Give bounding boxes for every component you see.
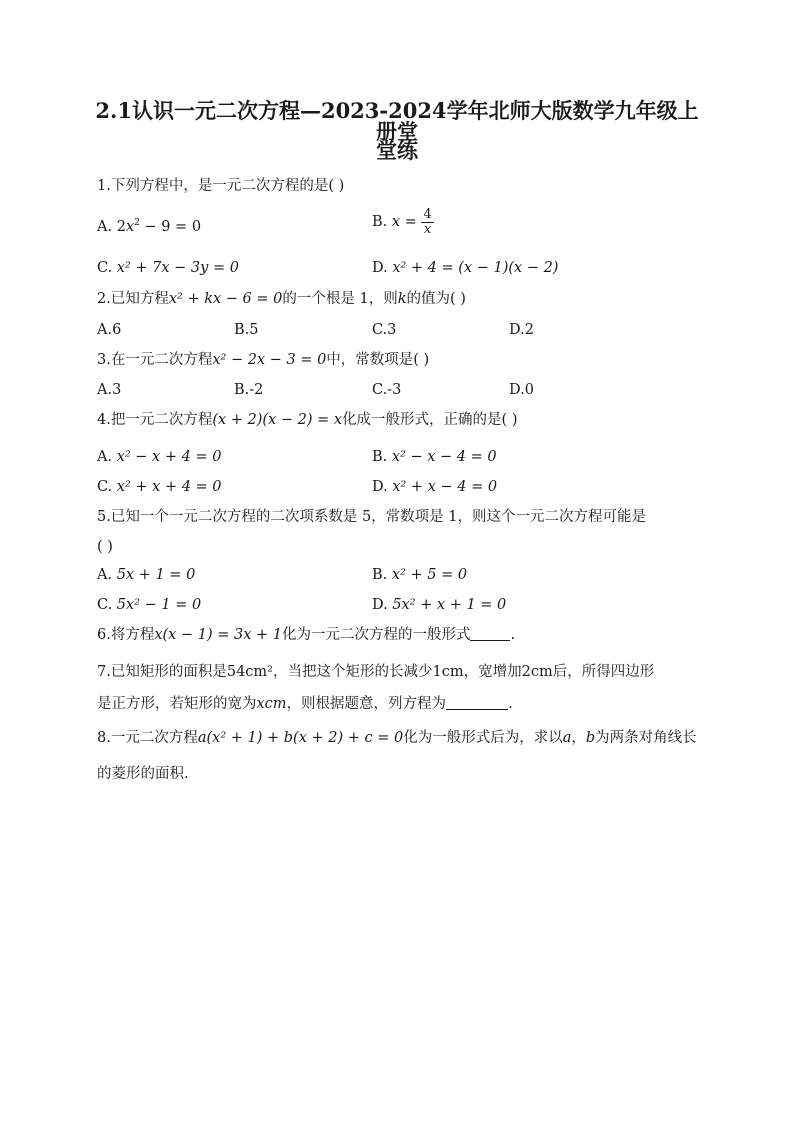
q7-end: . bbox=[508, 696, 513, 712]
q5-option-b-label: B. bbox=[372, 567, 388, 583]
q2-k: k bbox=[397, 291, 407, 307]
q5-option-b-expr: x² + 5 = 0 bbox=[387, 567, 468, 583]
q7-answer-blank[interactable] bbox=[446, 697, 508, 710]
q2-text-pre: 2.已知方程 bbox=[97, 291, 169, 307]
q2-text-mid: 的一个根是 1，则 bbox=[282, 291, 398, 307]
q8-line1-pre: 8.一元二次方程 bbox=[97, 730, 198, 746]
q2-text-post: 的值为( ) bbox=[406, 291, 466, 307]
page-title-line2: 堂练 bbox=[376, 138, 418, 163]
q7-line2-mid: ，则根据题意，列方程为 bbox=[286, 696, 447, 712]
q3-option-a: A.3 bbox=[97, 382, 122, 398]
q3-option-d: D.0 bbox=[509, 382, 534, 398]
q2-option-a: A.6 bbox=[97, 322, 122, 338]
q1-option-b-numerator: 4 bbox=[423, 207, 432, 222]
q3-option-c: C.-3 bbox=[372, 382, 402, 398]
q2-option-d: D.2 bbox=[509, 322, 534, 338]
q1-option-a bbox=[97, 220, 201, 235]
q7-area: 54cm² bbox=[226, 664, 273, 680]
q6-text-pre: 6.将方程 bbox=[97, 627, 155, 643]
q7-line1-post: 后，所得四边形 bbox=[552, 664, 655, 680]
question-7-line2 bbox=[97, 697, 513, 712]
q4-option-c-label: C. bbox=[97, 479, 113, 495]
q1-option-c-expr: x² + 7x − 3y = 0 bbox=[112, 260, 239, 276]
q5-option-a-expr: 5x + 1 = 0 bbox=[112, 567, 196, 583]
q1-option-a-var: x bbox=[125, 219, 135, 235]
q4-option-d bbox=[372, 480, 497, 495]
question-4-text bbox=[97, 413, 518, 428]
q1-option-b-var: x bbox=[387, 214, 401, 231]
q4-option-b-label: B. bbox=[372, 449, 388, 465]
q5-option-c-label: C. bbox=[97, 597, 113, 613]
q3-text-post: 中，常数项是( ) bbox=[326, 352, 430, 368]
q1-option-b-label: B. bbox=[372, 214, 388, 231]
q8-line1-post: 为两条对角线长 bbox=[595, 730, 697, 746]
q6-answer-blank[interactable] bbox=[470, 628, 510, 641]
q7-increase: 2cm bbox=[521, 664, 553, 680]
q1-option-d-expr: x² + 4 = (x − 1)(x − 2) bbox=[387, 260, 559, 276]
question-2-text bbox=[97, 292, 466, 307]
q1-option-c bbox=[97, 261, 239, 276]
q8-b: b bbox=[585, 730, 596, 746]
q1-option-d bbox=[372, 261, 558, 276]
q5-option-d-label: D. bbox=[372, 597, 388, 613]
question-3-text bbox=[97, 353, 429, 368]
q1-option-a-rest: − 9 = 0 bbox=[139, 219, 202, 235]
q1-option-b-fraction bbox=[421, 208, 433, 236]
q5-option-d bbox=[372, 598, 506, 613]
question-5-paren: ( ) bbox=[97, 539, 113, 555]
q2-equation: x² + kx − 6 = 0 bbox=[168, 291, 283, 307]
q1-option-c-label: C. bbox=[97, 260, 113, 276]
q2-option-b: B.5 bbox=[234, 322, 259, 338]
q4-option-d-label: D. bbox=[372, 479, 388, 495]
q3-option-b: B.-2 bbox=[234, 382, 264, 398]
q2-option-c: C.3 bbox=[372, 322, 397, 338]
q4-option-a-label: A. bbox=[97, 449, 113, 465]
q3-equation: x² − 2x − 3 = 0 bbox=[212, 352, 327, 368]
q7-width: xcm bbox=[256, 696, 287, 712]
q6-end: . bbox=[510, 627, 516, 643]
q4-text-post: 化成一般形式，正确的是( ) bbox=[342, 412, 518, 428]
q4-equation: (x + 2)(x − 2) = x bbox=[212, 412, 343, 428]
q1-option-a-coef: 2 bbox=[112, 219, 126, 235]
q1-option-b bbox=[372, 208, 434, 236]
q4-option-c-expr: x² + x + 4 = 0 bbox=[112, 479, 222, 495]
q4-option-c bbox=[97, 480, 222, 495]
q7-line1-pre: 7.已知矩形的面积是 bbox=[97, 664, 227, 680]
q5-option-c bbox=[97, 598, 201, 613]
q8-a: a bbox=[562, 730, 572, 746]
q6-equation: x(x − 1) = 3x + 1 bbox=[154, 627, 282, 643]
q1-option-b-denominator: x bbox=[423, 221, 432, 237]
q8-equation: a(x² + 1) + b(x + 2) + c = 0 bbox=[197, 730, 404, 746]
q4-option-b bbox=[372, 450, 497, 465]
question-1-text: 1.下列方程中，是一元二次方程的是( ) bbox=[97, 178, 345, 194]
q6-text-post: 化为一元二次方程的一般形式 bbox=[281, 627, 471, 643]
q7-line1-mid: ，当把这个矩形的长减少 bbox=[272, 664, 433, 680]
question-8-line1 bbox=[97, 731, 697, 746]
q7-decrease: 1cm bbox=[432, 664, 464, 680]
question-6-text bbox=[97, 628, 515, 643]
q1-option-a-label: A. bbox=[97, 219, 113, 235]
q3-text-pre: 3.在一元二次方程 bbox=[97, 352, 213, 368]
q7-line2-pre: 是正方形，若矩形的宽为 bbox=[97, 696, 257, 712]
q4-option-a-expr: x² − x + 4 = 0 bbox=[112, 449, 222, 465]
q1-option-d-label: D. bbox=[372, 260, 388, 276]
q8-comma: ， bbox=[571, 730, 586, 746]
q5-option-d-expr: 5x² + x + 1 = 0 bbox=[387, 597, 507, 613]
q4-option-d-expr: x² + x − 4 = 0 bbox=[387, 479, 498, 495]
q5-option-a-label: A. bbox=[97, 567, 113, 583]
page-title-line1: 2.1认识一元二次方程—2023-2024学年北师大版数学九年级上册堂 bbox=[95, 98, 699, 144]
q8-line1-mid: 化为一般形式后为，求以 bbox=[403, 730, 563, 746]
q4-text-pre: 4.把一元二次方程 bbox=[97, 412, 213, 428]
q4-option-a bbox=[97, 450, 221, 465]
question-5-text: 5.已知一个一元二次方程的二次项系数是 5，常数项是 1，则这个一元二次方程可能是 bbox=[97, 509, 647, 525]
question-7-line1 bbox=[97, 665, 654, 680]
question-8-line2: 的菱形的面积. bbox=[97, 766, 189, 782]
q4-option-b-expr: x² − x − 4 = 0 bbox=[387, 449, 497, 465]
q1-option-a-exp: 2 bbox=[134, 218, 140, 228]
q1-option-b-eq: = bbox=[400, 214, 422, 231]
q7-line1-mid2: ，宽增加 bbox=[463, 664, 522, 680]
q5-option-c-expr: 5x² − 1 = 0 bbox=[112, 597, 202, 613]
q5-option-a bbox=[97, 568, 195, 583]
q5-option-b bbox=[372, 568, 467, 583]
